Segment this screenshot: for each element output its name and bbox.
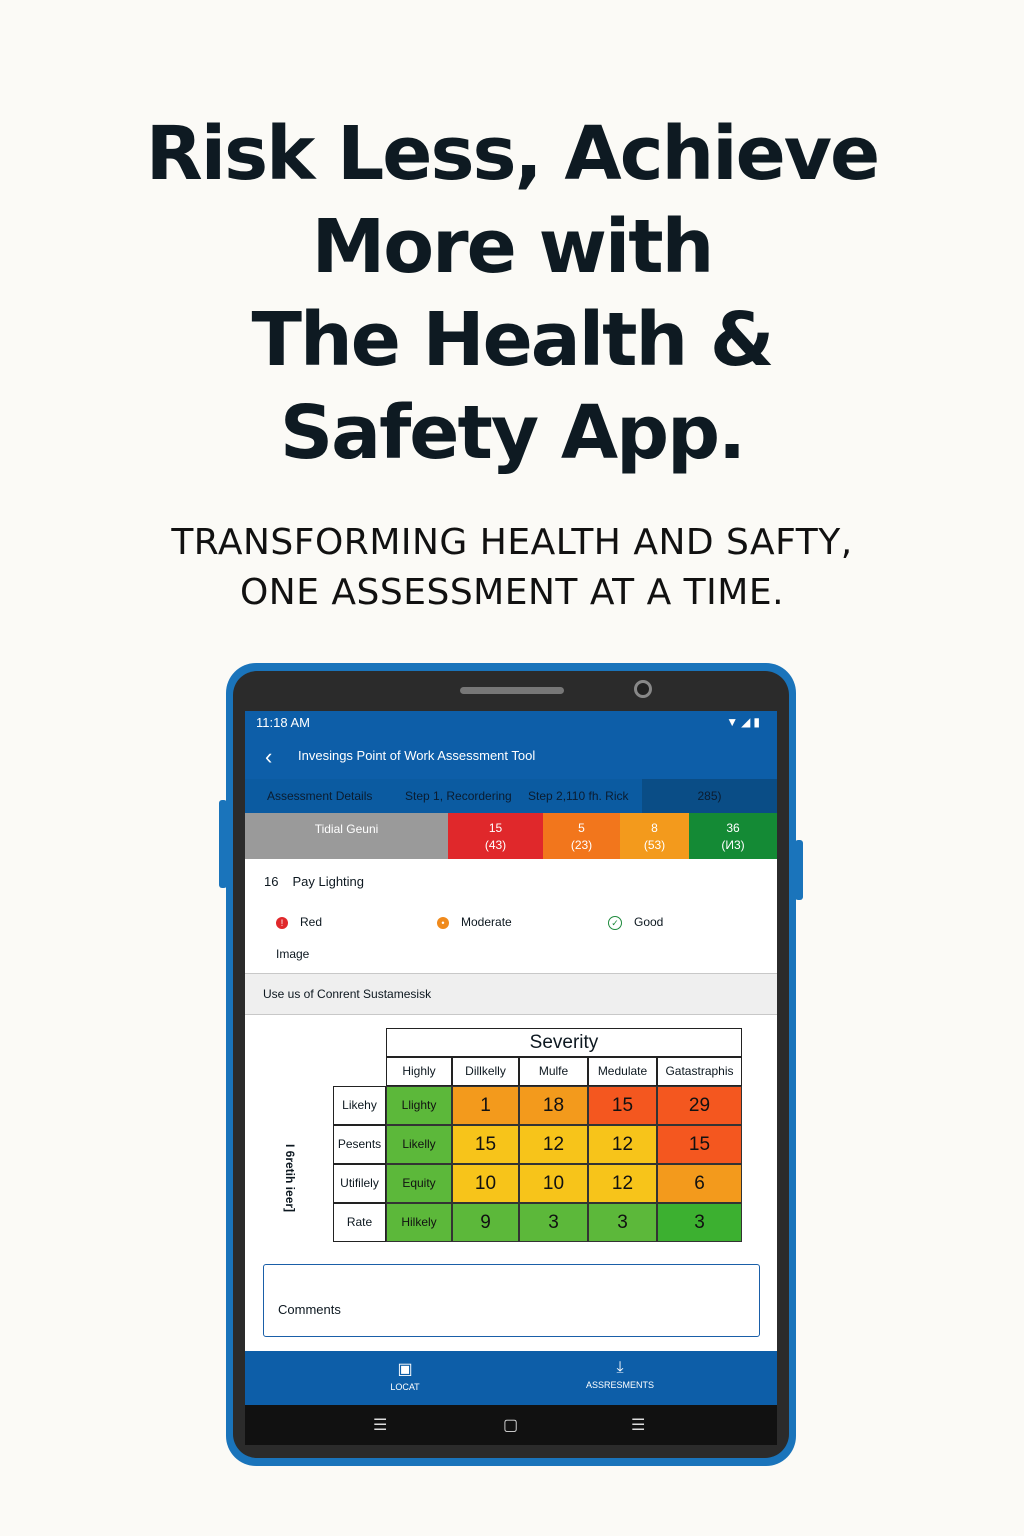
section-title: Use us of Conrent Sustamesisk <box>263 987 432 1001</box>
subheadline <box>0 518 1024 618</box>
severity-column-header: Mulfe <box>519 1057 588 1086</box>
risk-matrix-cell[interactable]: 15 <box>657 1125 742 1164</box>
score-red[interactable] <box>448 813 543 859</box>
score-orange-count: (23) <box>570 838 593 852</box>
tab-step-3[interactable]: 285) <box>642 779 777 813</box>
likelihood-axis-label: I 6retih ieer] <box>283 1144 297 1213</box>
tab-step-2[interactable]: Step 2,110 fh. Rick <box>528 789 629 803</box>
score-orange-value: 5 <box>578 821 585 835</box>
risk-matrix-cell[interactable]: 15 <box>588 1086 657 1125</box>
status-bar <box>245 711 777 735</box>
score-summary-bar <box>245 813 777 859</box>
risk-matrix-cell[interactable]: 15 <box>452 1125 519 1164</box>
rating-good[interactable] <box>608 915 663 930</box>
headline-line-4: Safety App. <box>279 390 745 476</box>
back-arrow-icon[interactable]: ‹ <box>265 744 273 769</box>
check-icon: ✓ <box>608 916 622 930</box>
severity-column-header: Dillkelly <box>452 1057 519 1086</box>
score-red-value: 15 <box>488 821 503 835</box>
system-navigation-bar <box>245 1405 777 1445</box>
step-tabs <box>245 779 777 813</box>
risk-matrix-cell[interactable]: Likelly <box>386 1125 452 1164</box>
severity-column-header: Highly <box>386 1057 452 1086</box>
risk-matrix-cell[interactable]: 29 <box>657 1086 742 1125</box>
headline-line-2: More with <box>311 204 713 290</box>
home-icon[interactable]: ▢ <box>503 1417 519 1434</box>
speaker-grille <box>460 687 564 694</box>
risk-matrix-cell[interactable]: 10 <box>452 1164 519 1203</box>
risk-matrix-cell[interactable]: 6 <box>657 1164 742 1203</box>
comments-placeholder: Comments <box>278 1302 341 1317</box>
location-icon: ▣ <box>397 1361 413 1378</box>
likelihood-row-header: Rate <box>333 1203 386 1242</box>
risk-matrix-cell[interactable]: 10 <box>519 1164 588 1203</box>
subheadline-line-1: TRANSFORMING HEALTH AND SAFTY, <box>171 522 853 563</box>
volume-button <box>219 800 227 888</box>
score-orange[interactable] <box>543 813 620 859</box>
score-green[interactable] <box>689 813 777 859</box>
risk-matrix-cell[interactable]: 12 <box>519 1125 588 1164</box>
risk-matrix-cell[interactable]: 1 <box>452 1086 519 1125</box>
tab-assessment-details[interactable]: Assessment Details <box>267 789 373 803</box>
app-bar <box>245 735 777 779</box>
rating-moderate[interactable] <box>437 915 512 929</box>
recents-icon[interactable]: ☰ <box>631 1417 646 1434</box>
moderate-icon: • <box>437 917 449 929</box>
severity-column-header: Medulate <box>588 1057 657 1086</box>
nav-locat[interactable] <box>375 1359 435 1392</box>
rating-red[interactable] <box>276 915 322 929</box>
item-number: 16 <box>264 874 279 889</box>
severity-column-header: Gatastraphis <box>657 1057 742 1086</box>
headline-line-3: The Health & <box>251 297 773 383</box>
risk-matrix-cell[interactable]: 12 <box>588 1164 657 1203</box>
risk-matrix-cell[interactable]: 3 <box>657 1203 742 1242</box>
app-title: Invesings Point of Work Assessment Tool <box>298 748 536 763</box>
headline <box>0 108 1024 480</box>
power-button <box>795 840 803 900</box>
score-label: Tidial Geuni <box>245 813 448 859</box>
likelihood-row-header: Pesents <box>333 1125 386 1164</box>
alert-icon: ! <box>276 917 288 929</box>
score-amber-count: (53) <box>643 838 666 852</box>
rating-good-label: Good <box>634 915 664 929</box>
subheadline-line-2: ONE ASSESSMENT AT A TIME. <box>239 572 785 613</box>
app-screen <box>245 711 777 1445</box>
risk-matrix-cell[interactable]: Llighty <box>386 1086 452 1125</box>
risk-matrix-cell[interactable]: 3 <box>588 1203 657 1242</box>
section-header <box>245 973 777 1015</box>
item-header <box>264 874 364 889</box>
risk-matrix-cell[interactable]: Hilkely <box>386 1203 452 1242</box>
risk-matrix-cell[interactable]: 3 <box>519 1203 588 1242</box>
download-icon: ⤓ <box>616 1359 624 1376</box>
bottom-navigation <box>245 1351 777 1405</box>
nav-assessments[interactable] <box>580 1359 660 1390</box>
image-field-label[interactable]: Image <box>276 947 310 961</box>
severity-title: Severity <box>386 1028 742 1057</box>
nav-assessments-label: ASSRESMENTS <box>585 1380 654 1390</box>
risk-matrix-cell[interactable]: 18 <box>519 1086 588 1125</box>
camera-icon <box>634 680 652 698</box>
item-title: Pay Lighting <box>292 874 365 889</box>
menu-icon[interactable]: ☰ <box>373 1417 388 1434</box>
risk-matrix-cell[interactable]: Equity <box>386 1164 452 1203</box>
headline-line-1: Risk Less, Achieve <box>145 111 879 197</box>
rating-moderate-label: Moderate <box>461 915 512 929</box>
comments-input[interactable] <box>263 1264 760 1337</box>
score-green-value: 36 <box>726 821 740 835</box>
likelihood-row-header: Utifilely <box>333 1164 386 1203</box>
rating-red-label: Red <box>300 915 323 929</box>
score-amber-value: 8 <box>651 821 658 835</box>
risk-matrix-cell[interactable]: 12 <box>588 1125 657 1164</box>
score-red-count: (43) <box>484 838 507 852</box>
score-green-count: (И3) <box>721 838 745 852</box>
tab-step-1[interactable]: Step 1, Recordering <box>405 789 512 803</box>
likelihood-row-header: Likehy <box>333 1086 386 1125</box>
status-icons: ▼◢▮ <box>726 715 763 729</box>
risk-matrix-cell[interactable]: 9 <box>452 1203 519 1242</box>
clock: 11:18 AM <box>256 715 310 730</box>
nav-locat-label: LOCAT <box>390 1382 420 1392</box>
score-amber[interactable] <box>620 813 689 859</box>
